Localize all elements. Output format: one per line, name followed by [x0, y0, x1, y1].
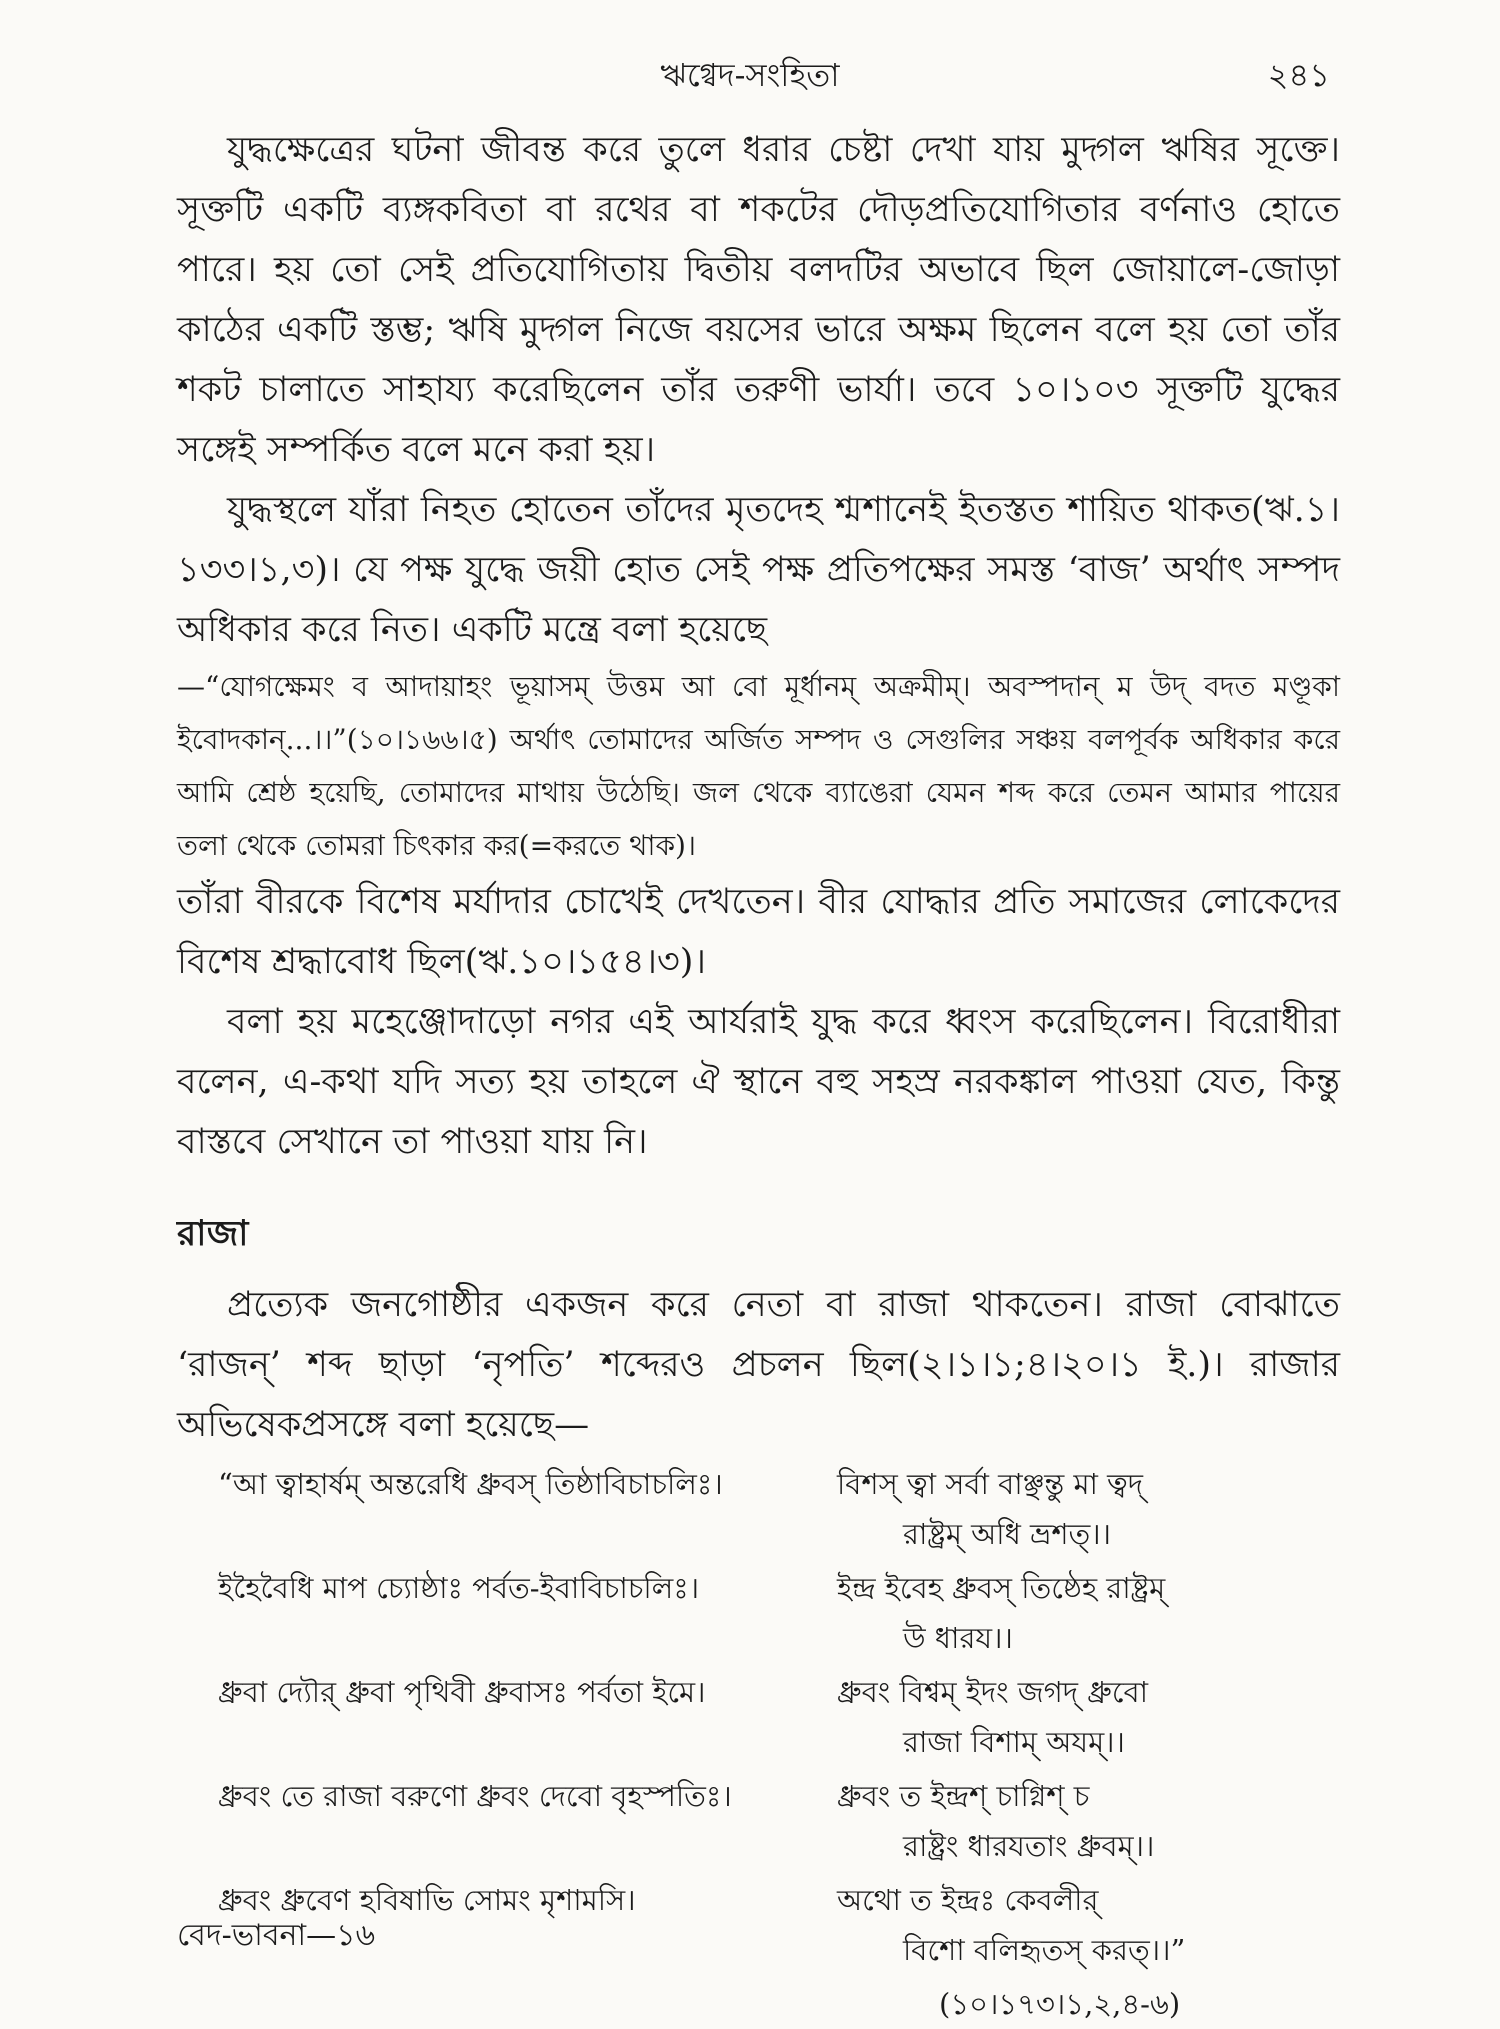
verse-left: ইহৈবৈধি মাপ চ্যোষ্ঠাঃ পর্বত-ইবাবিচাচলিঃ। [218, 1571, 700, 1605]
verse-right-line2: রাজা বিশাম্ অযম্।। [903, 1725, 1125, 1759]
verse-right [817, 1771, 1340, 1871]
page-footer: বেদ-ভাবনা—১৬ [177, 1918, 376, 1953]
verse-right-line1: বিশস্ ত্বা সর্বা বাঞ্ছন্তু মা ত্বদ্ [837, 1467, 1144, 1501]
verse-right-line1: ধ্রুবং বিশ্বম্ ইদং জগদ্ ধ্রুবো [837, 1675, 1149, 1709]
paragraph-hero-respect: তাঁরা বীরকে বিশেষ মর্যাদার চোখেই দেখতেন। বীর যোদ্ধার প্রতি সমাজের লোকেদের বিশেষ শ্রদ্ধাবোধ ছিল(ঋ.১০।১৫৪।৩)। [177, 882, 1340, 982]
paragraph-battle-description: যুদ্ধক্ষেত্রের ঘটনা জীবন্ত করে তুলে ধরার চেষ্টা দেখা যায় মুদ্গল ঋষির সূক্তে। সূক্তটি একটি ব্যঙ্গকবিতা বা রথের বা শকটের দৌড়প্রতিযোগিতার বর্ণনাও হোতে পারে। হয় তো সেই প্রতিযোগিতায় দ্বিতীয় বলদটির অভাবে ছিল জোয়ালে-জোড়া কাঠের একটি স্তম্ভ; ঋষি মুদ্গল নিজে বয়সের ভারে অক্ষম ছিলেন বলে হয় তো তাঁর শকট চালাতে সাহায্য করেছিলেন তাঁর তরুণী ভার্যা। তবে ১০।১০৩ সূক্তটি যুদ্ধের সঙ্গেই সম্পর্কিত বলে মনে করা হয়। [177, 130, 1340, 470]
verse-right-line1: ইন্দ্র ইবেহ ধ্রুবস্ তিষ্ঠেহ রাষ্ট্রম্ [837, 1571, 1166, 1605]
verse-row [177, 1459, 1340, 1559]
paragraph-battlefield-dead: যুদ্ধস্থলে যাঁরা নিহত হোতেন তাঁদের মৃতদেহ শ্মশানেই ইতস্তত শায়িত থাকত(ঋ.১।১৩৩।১,৩)। যে পক্ষ যুদ্ধে জয়ী হোত সেই পক্ষ প্রতিপক্ষের সমস্ত ‘বাজ’ অর্থাৎ সম্পদ অধিকার করে নিত। একটি মন্ত্রে বলা হয়েছে [177, 490, 1340, 650]
verse-left: ধ্রুবা দ্যৌর্ ধ্রুবা পৃথিবী ধ্রুবাসঃ পর্বতা ইমে। [218, 1675, 706, 1709]
verse-row [177, 1667, 1340, 1767]
verse-row [177, 1563, 1340, 1663]
section-heading-raja: রাজা [177, 1213, 249, 1254]
verse-right-line2: উ ধারয।। [903, 1621, 1013, 1655]
verse-right [817, 1667, 1340, 1767]
page-header [170, 50, 1330, 100]
main-text [177, 120, 1340, 2029]
verse-right-line1: ধ্রুবং ত ইন্দ্রশ্ চাগ্নিশ্ চ [837, 1779, 1090, 1813]
mantra-quote: —“যোগক্ষেমং ব আদায়াহং ভূয়াসম্ উত্তম আ বো মূর্ধানম্ অক্রমীম্। অবস্পদান্ ম উদ্ বদত মণ্ডূকা ইবোদকান্...।।”(১০।১৬৬।৫) অর্থাৎ তোমাদের অর্জিত সম্পদ ও সেগুলির সঞ্চয় বলপূর্বক অধিকার করে আমি শ্রেষ্ঠ হয়েছি, তোমাদের মাথায় উঠেছি। জল থেকে ব্যাঙেরা যেমন শব্দ করে তেমন আমার পায়ের তলা থেকে তোমরা চিৎকার কর(=করতে থাক)। [177, 670, 1340, 862]
verse-left: ধ্রুবং ধ্রুবেণ হবিষাভি সোমং মৃশামসি। [218, 1883, 636, 1917]
verse-left: ধ্রুবং তে রাজা বরুণো ধ্রুবং দেবো বৃহস্পতিঃ। [218, 1779, 732, 1813]
verse-reference: (১০।১৭৩।১,২,৪-৬) [939, 1987, 1181, 2021]
verse-left: “আ ত্বাহার্ষম্ অন্তরেধি ধ্রুবস্ তিষ্ঠাবিচাচলিঃ। [218, 1467, 723, 1501]
verse-right-line2: রাষ্ট্রং ধারযতাং ধ্রুবম্।। [903, 1829, 1155, 1863]
verse-right-line1: অথো ত ইন্দ্রঃ কেবলীর্ [837, 1883, 1099, 1917]
verse-right [817, 1563, 1340, 1663]
verse-right-line2: বিশো বলিহৃতস্ করত্।।” [903, 1933, 1186, 1967]
page-number: ২৪১ [1267, 56, 1330, 94]
verse-right [817, 1875, 1340, 1975]
verse-row [177, 1771, 1340, 1871]
verse-right-line2: রাষ্ট্রম্ অধি ভ্রশত্।। [903, 1517, 1112, 1551]
verse-right [817, 1459, 1340, 1559]
paragraph-king: প্রত্যেক জনগোষ্ঠীর একজন করে নেতা বা রাজা থাকতেন। রাজা বোঝাতে ‘রাজন্’ শব্দ ছাড়া ‘নৃপতি’ শব্দেরও প্রচলন ছিল(২।১।১;৪।২০।১ ই.)। রাজার অভিষেকপ্রসঙ্গে বলা হয়েছে— [177, 1285, 1340, 1445]
running-title: ঋগ্বেদ-সংহিতা [660, 56, 840, 94]
paragraph-mohenjodaro: বলা হয় মহেঞ্জোদাড়ো নগর এই আর্যরাই যুদ্ধ করে ধ্বংস করেছিলেন। বিরোধীরা বলেন, এ-কথা যদি সত্য হয় তাহলে ঐ স্থানে বহু সহস্র নরকঙ্কাল পাওয়া যেত, কিন্তু বাস্তবে সেখানে তা পাওয়া যায় নি। [177, 1002, 1340, 1162]
